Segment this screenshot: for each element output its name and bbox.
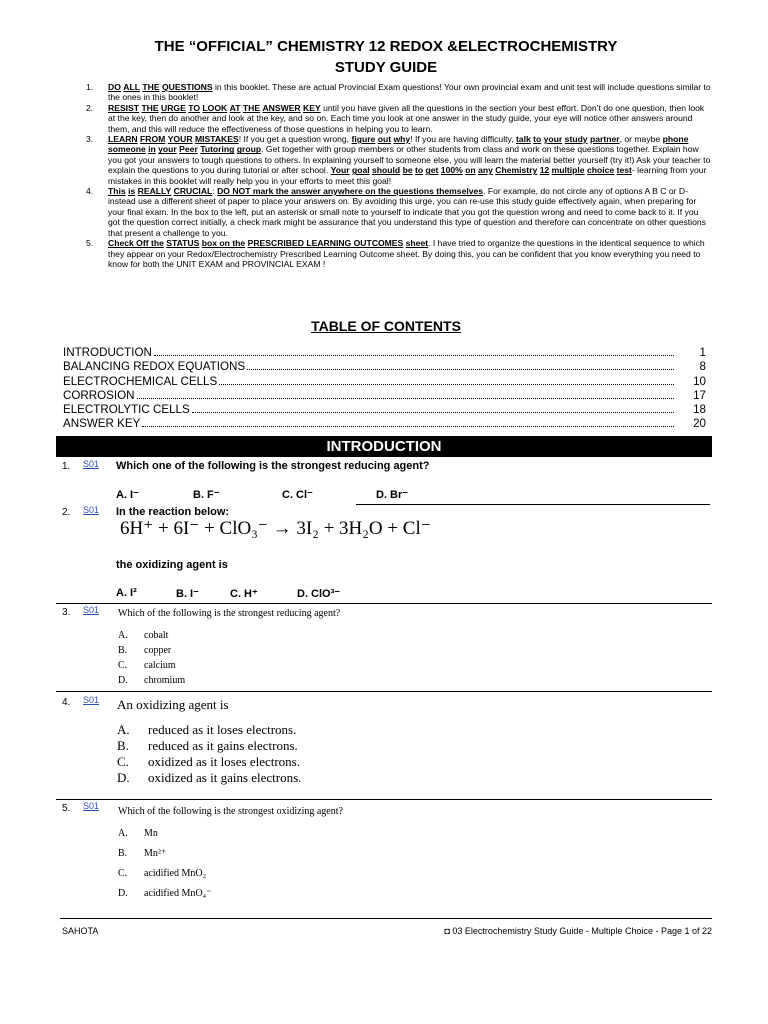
option-letter: C. [118,868,128,879]
instruction-item-1 [86,82,711,103]
question-stem: Which of the following is the strongest reducing agent? [118,608,341,619]
option-text: cobalt [144,630,169,641]
question-number: 4. [62,697,71,708]
question-1 [56,459,712,505]
toc-leader [219,384,674,385]
option-c: C. Cl⁻ [282,489,313,501]
toc-label: BALANCING REDOX EQUATIONS [63,360,246,374]
toc-leader [154,355,674,356]
question-content [117,697,301,786]
option-b [118,645,340,660]
option-d [118,675,340,690]
option-a [118,828,343,848]
option-text: Mn²⁺ [144,848,167,859]
option-text: acidified MnO₂ [144,868,207,879]
option-text: calcium [144,660,176,671]
toc-label: ANSWER KEY [63,417,141,431]
option-a: A. I⁻ [116,489,139,501]
option-d: D. Br⁻ [376,489,409,501]
toc-page-number: 1 [699,346,706,359]
toc-page-number: 10 [693,374,706,388]
footer-rule [60,918,712,919]
option-letter: C. [117,754,129,769]
option-d [118,888,343,908]
question-number: 5. [62,803,71,814]
option-text: oxidized as it loses electrons. [148,754,300,769]
toc-page-number: 8 [699,360,706,374]
option-text: reduced as it gains electrons. [148,738,298,753]
toc-entry[interactable] [63,403,706,417]
instruction-item-2 [86,103,711,134]
instruction-number: 4. [86,186,94,197]
instruction-text: LEARN FROM YOUR MISTAKES! If you get a question wrong, figure out why! If you are having difficulty, talk to your study partner, or maybe phone someone in your Peer Tutoring group. Get together with group members or other students from class and work on these questions together. Explain how you got your answers to tough questions to others. In explaining yourself to someone else, you will learn the material better yourself (try it!) Ask your teacher to explain the questions to you during tutorial or after school. Your goal should be to get 100% on any Chemistry 12 multiple choice test- learning from your mistakes in this booklet will really help you in your efforts to meet this goal! [108,134,711,186]
question-stem: Which one of the following is the strongest reducing agent? [116,460,430,472]
option-text: Mn [144,828,158,839]
document-title: THE “OFFICIAL” CHEMISTRY 12 REDOX &ELECTROCHEMISTRY [154,38,618,55]
option-b [117,738,301,754]
toc-leader [137,398,675,399]
option-text: oxidized as it gains electrons. [148,770,302,785]
option-d: D. ClO³⁻ [297,588,341,600]
option-letter: B. [118,645,128,656]
reaction-equation: 6H⁺ + 6I⁻ + ClO₃⁻ → 3I₂ + 3H₂O + Cl⁻ [120,518,431,539]
footer-page-info: ◘ 03 Electrochemistry Study Guide - Multiple Choice - Page 1 of 22 [444,926,712,936]
toc-title: TABLE OF CONTENTS [311,318,461,334]
option-b [118,848,343,868]
option-text: acidified MnO₄⁻ [144,888,212,899]
status-tag[interactable]: S01 [83,459,100,469]
instruction-text: This is REALLY CRUCIAL: DO NOT mark the answer anywhere on the questions themselves. For example, do not circle any of options A B C or D-instead use a different sheet of paper to place your answers on. By avoiding this urge, you can re-use this study guide effectively again, when preparing for your final exam. In the box to the left, put an asterisk or small note to yourself to indicate that you got the question wrong and need to come back to it. If you got the question correct initially, a check mark might be assurance that you understand this type of question and therefore can concentrate on other questions that present a challenge to you. [108,186,706,238]
instruction-number: 1. [86,82,94,92]
toc-label: INTRODUCTION [63,346,152,359]
question-number: 1. [62,461,71,472]
question-content [118,806,343,908]
instruction-item-4 [86,186,711,238]
question-2 [56,505,712,604]
instruction-item-3 [86,134,711,186]
instruction-text: Check Off the STATUS box on the PRESCRIBED LEARNING OUTCOMES sheet. I have tried to organize the questions in the identical sequence to which they appear on your Redox/Electrochemistry Prescribed Learning Outcome sheet. By doing this, you can be confident that you know everything you need to know for both the UNIT EXAM and PROVINCIAL EXAM ! [108,238,705,269]
question-4 [56,692,712,800]
option-d [117,770,301,786]
option-b: B. I⁻ [176,588,199,600]
toc-page-number: 20 [693,417,706,431]
toc-leader [247,369,674,370]
status-tag[interactable]: S01 [83,605,100,615]
instruction-number: 3. [86,134,94,145]
option-letter: C. [118,660,128,671]
status-tag[interactable]: S01 [83,801,100,811]
toc-entry[interactable] [63,417,706,431]
option-c [118,868,343,888]
question-content [118,608,340,690]
instruction-text: DO ALL THE QUESTIONS in this booklet. These are actual Provincial Exam questions! Your own provincial exam and unit test will include questions similar to the ones in this booklet! [108,82,711,103]
question-stem: Which of the following is the strongest oxidizing agent? [118,806,343,817]
option-letter: D. [117,770,130,785]
option-letter: D. [118,675,128,686]
section-header-introduction: INTRODUCTION [56,436,712,457]
toc-page-number: 17 [693,388,706,402]
status-tag[interactable]: S01 [83,505,100,515]
document-subtitle: STUDY GUIDE [334,59,438,76]
question-stem-2: the oxidizing agent is [116,559,228,571]
option-text: reduced as it loses electrons. [148,722,297,737]
option-letter: B. [117,738,129,753]
option-text: copper [144,645,172,656]
question-number: 2. [62,507,71,518]
toc-entry[interactable] [63,375,706,389]
question-number: 3. [62,607,71,618]
instruction-number: 5. [86,238,94,249]
toc-label: ELECTROCHEMICAL CELLS [63,374,218,388]
option-b: B. F⁻ [193,489,220,501]
option-a [118,630,340,645]
instruction-list [86,82,711,269]
option-text: chromium [144,675,186,686]
table-of-contents [63,346,706,432]
toc-entry[interactable] [63,346,706,360]
option-a: A. I² [116,587,137,599]
option-letter: D. [118,888,128,899]
instruction-text: RESIST THE URGE TO LOOK AT THE ANSWER KEY until you have given all the questions in the section your best effort. Don’t do one question, then look at the key, then do another and look at the key, and so on. Each time you look at one answer in the study guide, your eye will notice other answers around them, and this will reduce the effectiveness of those questions in helping you to learn. [108,102,705,134]
toc-label: ELECTROLYTIC CELLS [63,403,190,417]
option-c: C. H⁺ [230,588,258,600]
question-3 [56,604,712,692]
toc-entry[interactable] [63,389,706,403]
option-letter: A. [117,722,130,737]
question-5 [56,800,712,912]
toc-leader [192,412,674,413]
toc-page-number: 18 [693,403,706,417]
option-c [117,754,301,770]
option-a [117,722,301,738]
question-stem: An oxidizing agent is [117,697,229,712]
instruction-number: 2. [86,102,94,113]
status-tag[interactable]: S01 [83,695,100,705]
toc-label: CORROSION [63,388,135,402]
option-letter: A. [118,630,128,641]
option-letter: A. [118,828,128,839]
footer-author: SAHOTA [62,926,99,936]
instruction-item-5 [86,238,711,269]
option-c [118,660,340,675]
toc-leader [142,426,674,427]
option-letter: B. [118,848,128,859]
question-stem: In the reaction below: [116,506,230,518]
toc-entry[interactable] [63,360,706,374]
